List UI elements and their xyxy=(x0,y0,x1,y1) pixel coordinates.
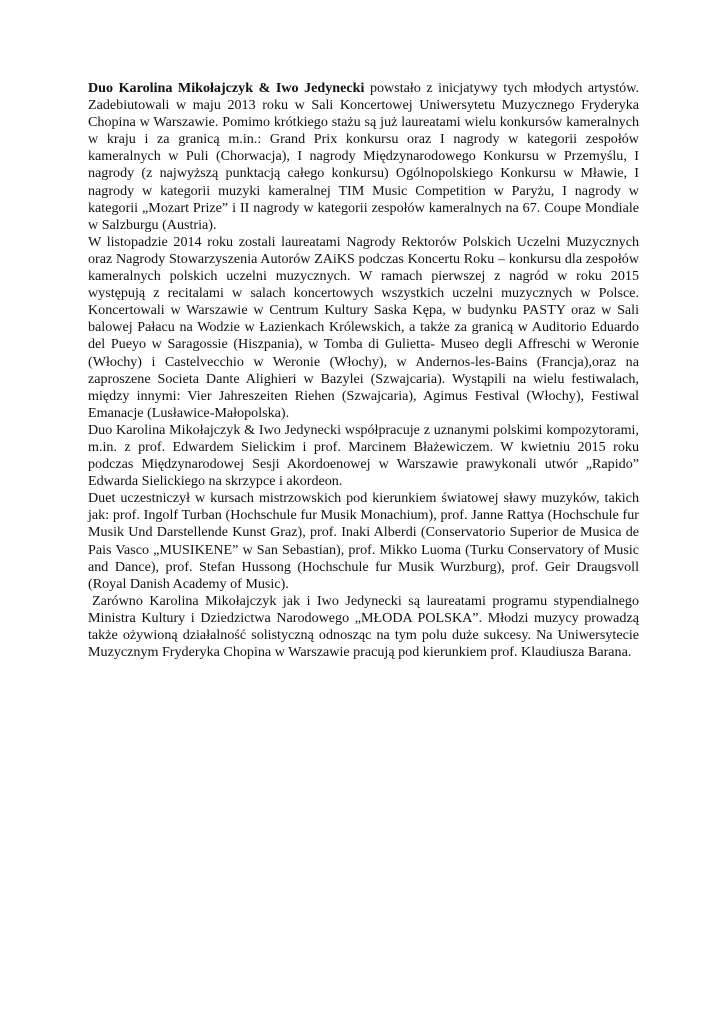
paragraph-intro xyxy=(88,80,639,234)
paragraph-masterclasses: Duet uczestniczył w kursach mistrzowskich pod kierunkiem światowej sławy muzyków, takich jak: prof. Ingolf Turban (Hochschule fur Musik Monachium), prof. Janne Rattya (Hochschule fur Musik Und Darstellende Kunst Graz), prof. Inaki Alberdi (Conservatorio Superior de Musica de Pais Vasco „MUSIKENE” w San Sebastian), prof. Mikko Luoma (Turku Conservatory of Music and Dance), prof. Stefan Hussong (Hochschule fur Musik Wurzburg), prof. Geir Draugsvoll (Royal Danish Academy of Music). xyxy=(88,490,639,592)
paragraph-intro-body: powstało z inicjatywy tych młodych artystów. Zadebiutowali w maju 2013 roku w Sali Koncertowej Uniwersytetu Muzycznego Fryderyka Chopina w Warszawie. Pomimo krótkiego stażu są już laureatami wielu konkursów kameralnych w kraju i za granicą m.in.: Grand Prix konkursu oraz I nagrody w kategorii zespołów kameralnych w Puli (Chorwacja), I nagrody Międzynarodowego Konkursu w Przemyślu, I nagrody (z najwyższą punktacją całego konkursu) Ogólnopolskiego Konkursu w Mławie, I nagrody w kategorii muzyki kameralnej TIM Music Competition w Paryżu, I nagrody w kategorii „Mozart Prize” i II nagrody w kategorii zespołów kameralnych na 67. Coupe Mondiale w Salzburgu (Austria). xyxy=(88,80,639,233)
duo-name-heading: Duo Karolina Mikołajczyk & Iwo Jedynecki xyxy=(88,80,365,96)
paragraph-scholarship: Zarówno Karolina Mikołajczyk jak i Iwo Jedynecki są laureatami programu stypendialnego Ministra Kultury i Dziedzictwa Narodowego „MŁODA POLSKA”. Młodzi muzycy prowadzą także ożywioną działalność solistyczną odnosząc na tym polu duże sukcesy. Na Uniwersytecie Muzycznym Fryderyka Chopina w Warszawie pracują pod kierunkiem prof. Klaudiusza Barana. xyxy=(88,592,639,661)
paragraph-awards: W listopadzie 2014 roku zostali laureatami Nagrody Rektorów Polskich Uczelni Muzycznych oraz Nagrody Stowarzyszenia Autorów ZAiKS podczas Koncertu Roku – konkursu dla zespołów kameralnych polskich uczelni muzycznych. W ramach pierwszej z nagród w roku 2015 występują z recitalami w salach koncertowych wszystkich uczelni muzycznych w Polsce. Koncertowali w Warszawie w Centrum Kultury Saska Kępa, w budynku PASTY oraz w Sali balowej Pałacu na Wodzie w Łazienkach Królewskich, a także za granicą w Auditorio Eduardo del Pueyo w Saragossie (Hiszpania), w Tomba di Gulietta- Museo degli Affreschi w Weronie (Włochy) i Castelvecchio w Weronie (Włochy), w Andernos-les-Bains (Francja),oraz na zaproszene Societa Dante Alighieri w Bazylei (Szwajcaria). Wystąpili na wielu festiwalach, między innymi: Vier Jahreszeiten Riehen (Szwajcaria), Agimus Festival (Włochy), Festiwal Emanacje (Lusławice-Małopolska). xyxy=(88,233,639,421)
paragraph-collaboration: Duo Karolina Mikołajczyk & Iwo Jedynecki współpracuje z uznanymi polskimi kompozytorami, m.in. z prof. Edwardem Sielickim i prof. Marcinem Błażewiczem. W kwietniu 2015 roku podczas Międzynarodowej Sesji Akordoenowej w Warszawie prawykonali utwór „Rapido” Edwarda Sielickiego na skrzypce i akordeon. xyxy=(88,421,639,490)
biography-text xyxy=(88,80,639,661)
